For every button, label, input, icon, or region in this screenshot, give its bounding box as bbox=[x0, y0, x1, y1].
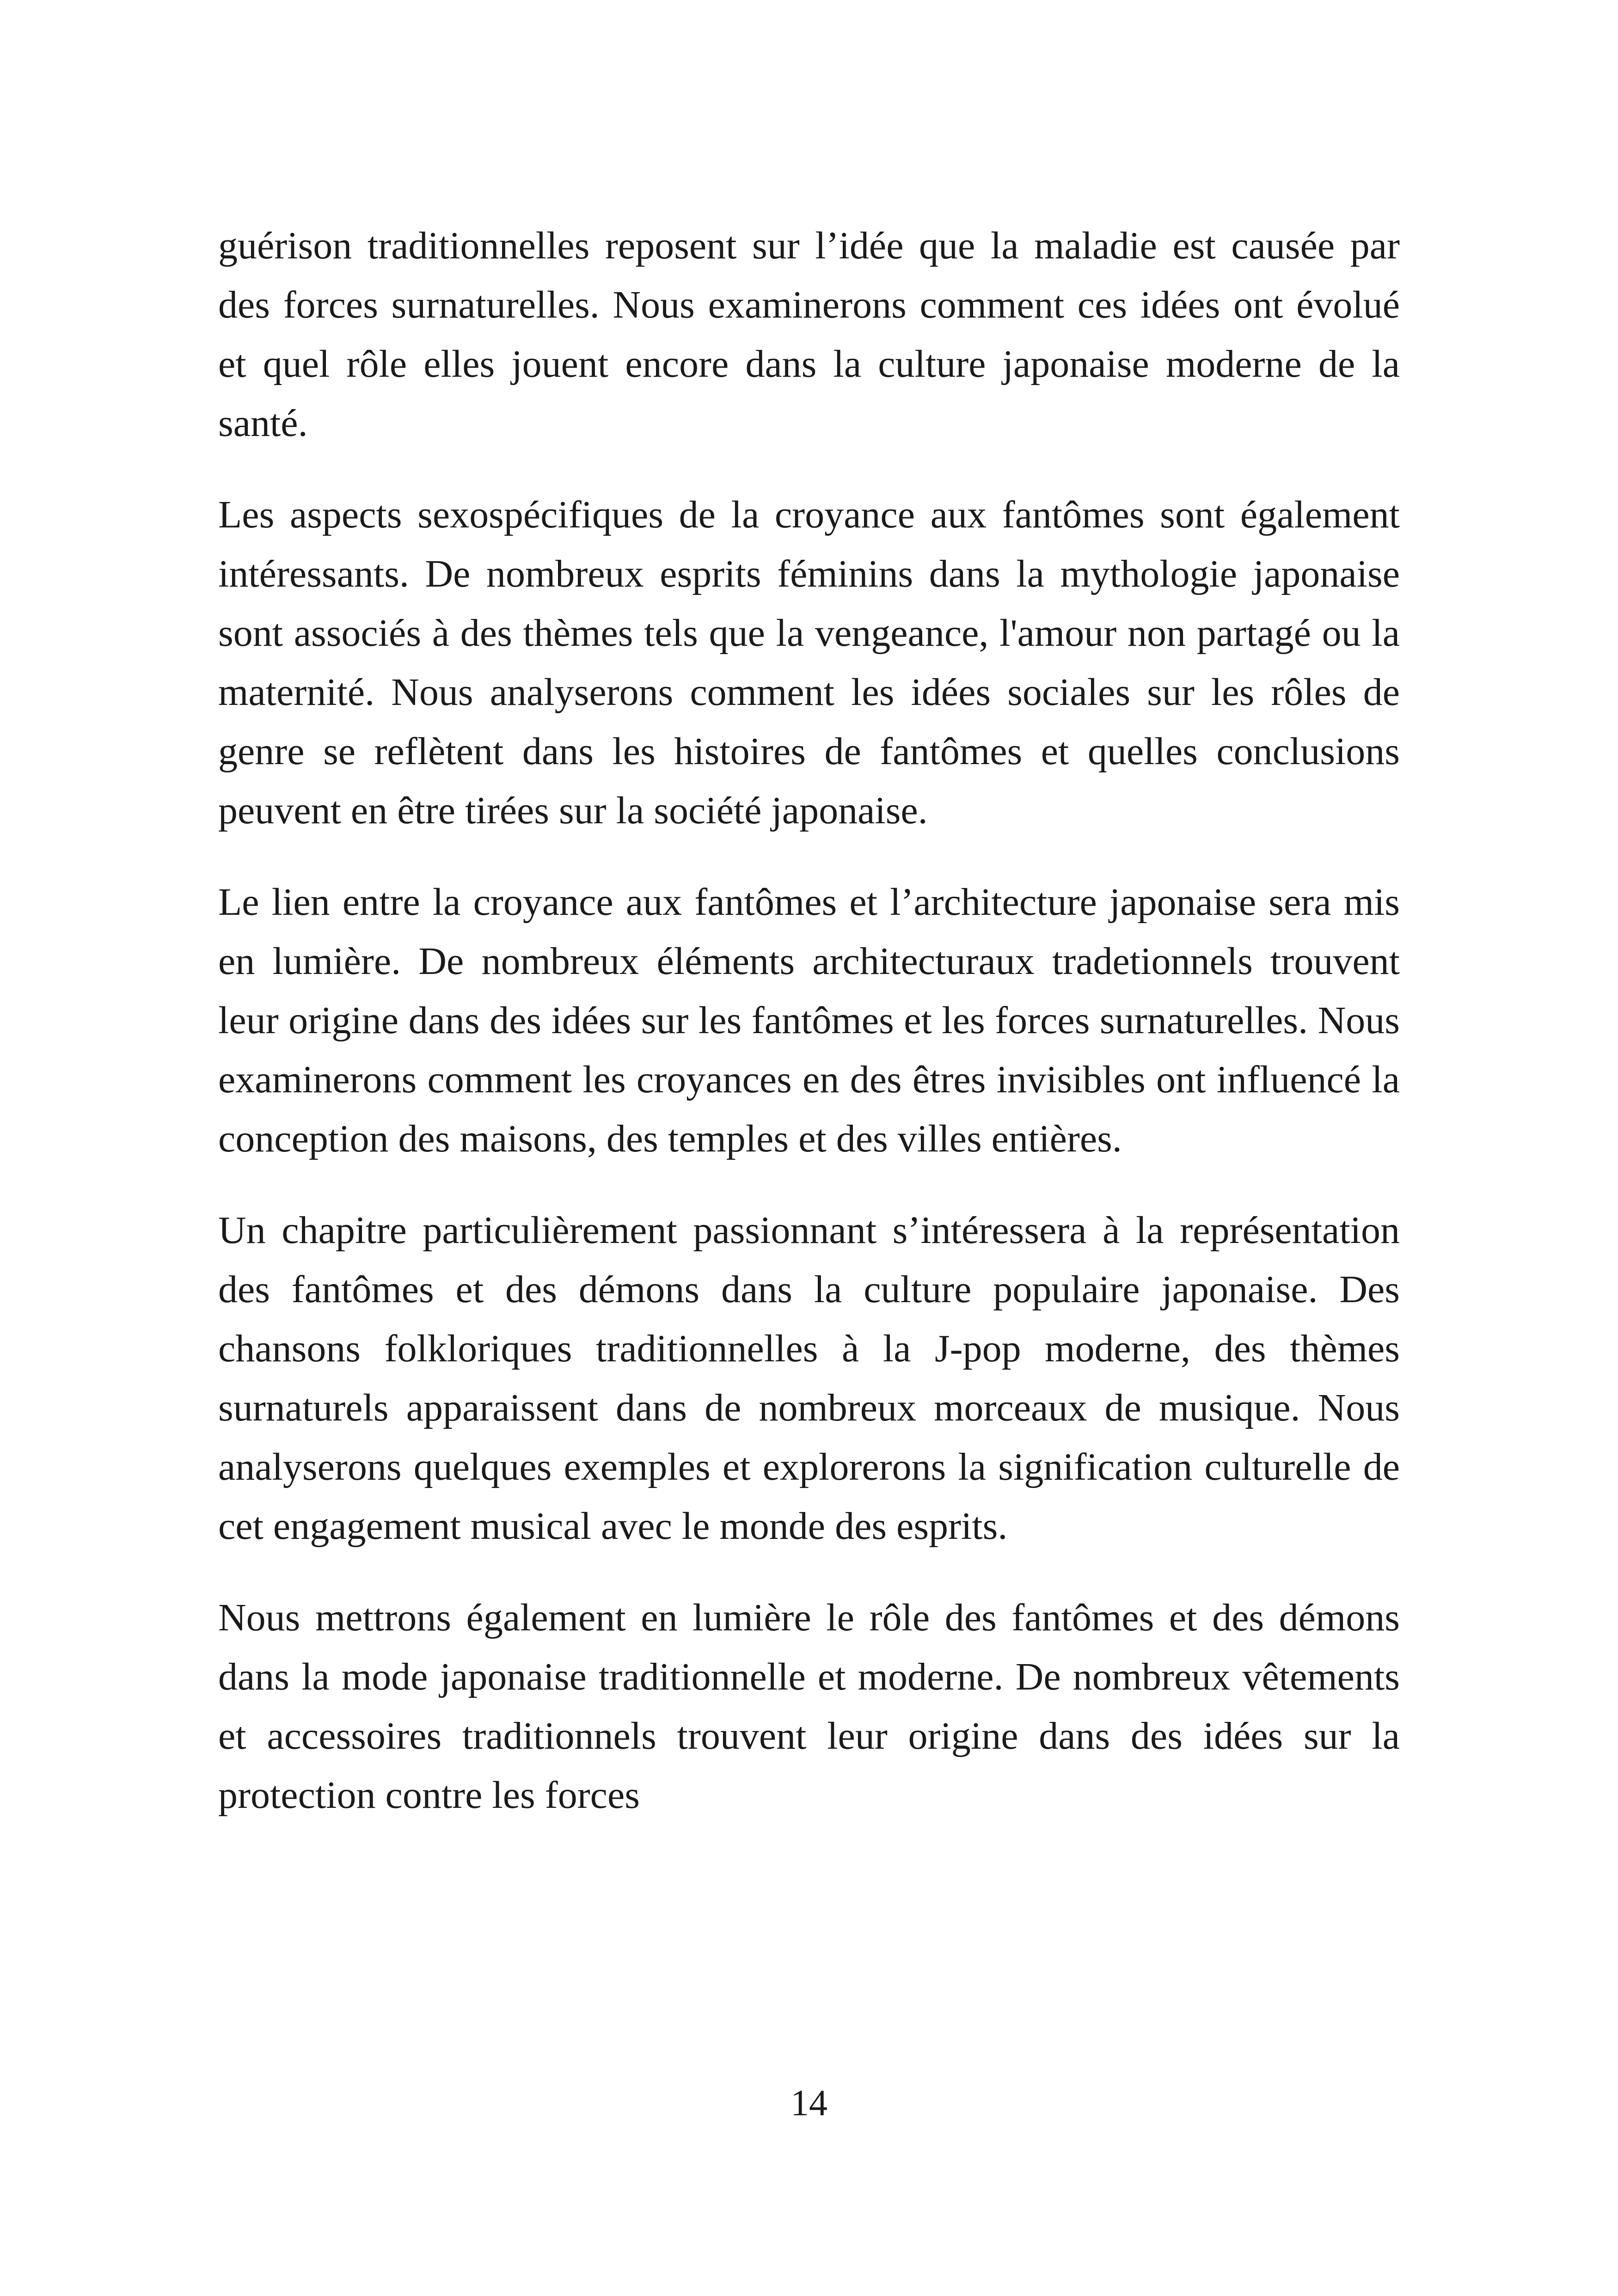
paragraph: Le lien entre la croyance aux fantômes et l’architecture japonaise sera mis en lumière. De nombreux éléments architecturaux tradetionnels trouvent leur origine dans des idées sur les fantômes et les forces surnaturelles. Nous examinerons comment les croyances en des êtres invisibles ont influencé la conception des maisons, des temples et des villes entières. bbox=[218, 881, 1400, 1160]
body-text bbox=[218, 216, 1400, 1825]
paragraph: Nous mettrons également en lumière le rôle des fantômes et des démons dans la mode japonaise traditionnelle et moderne. De nombreux vêtements et accessoires traditionnels trouvent leur origine dans des idées sur la protection contre les forces bbox=[218, 1596, 1400, 1817]
paragraph: Un chapitre particulièrement passionnant s’intéressera à la représentation des fantômes et des démons dans la culture populaire japonaise. Des chansons folkloriques traditionnelles à la J-pop moderne, des thèmes surnaturels apparaissent dans de nombreux morceaux de musique. Nous analyserons quelques exemples et explorerons la signification culturelle de cet engagement musical avec le monde des esprits. bbox=[218, 1209, 1400, 1548]
paragraph: guérison traditionnelles reposent sur l’idée que la maladie est causée par des forces surnaturelles. Nous examinerons comment ces idées ont évolué et quel rôle elles jouent encore dans la culture japonaise moderne de la santé. bbox=[218, 224, 1400, 445]
paragraph: Les aspects sexospécifiques de la croyance aux fantômes sont également intéressants. De nombreux esprits féminins dans la mythologie japonaise sont associés à des thèmes tels que la vengeance, l'amour non partagé ou la maternité. Nous analyserons comment les idées sociales sur les rôles de genre se reflètent dans les histoires de fantômes et quelles conclusions peuvent en être tirées sur la société japonaise. bbox=[218, 493, 1400, 832]
page-number: 14 bbox=[791, 2083, 827, 2124]
